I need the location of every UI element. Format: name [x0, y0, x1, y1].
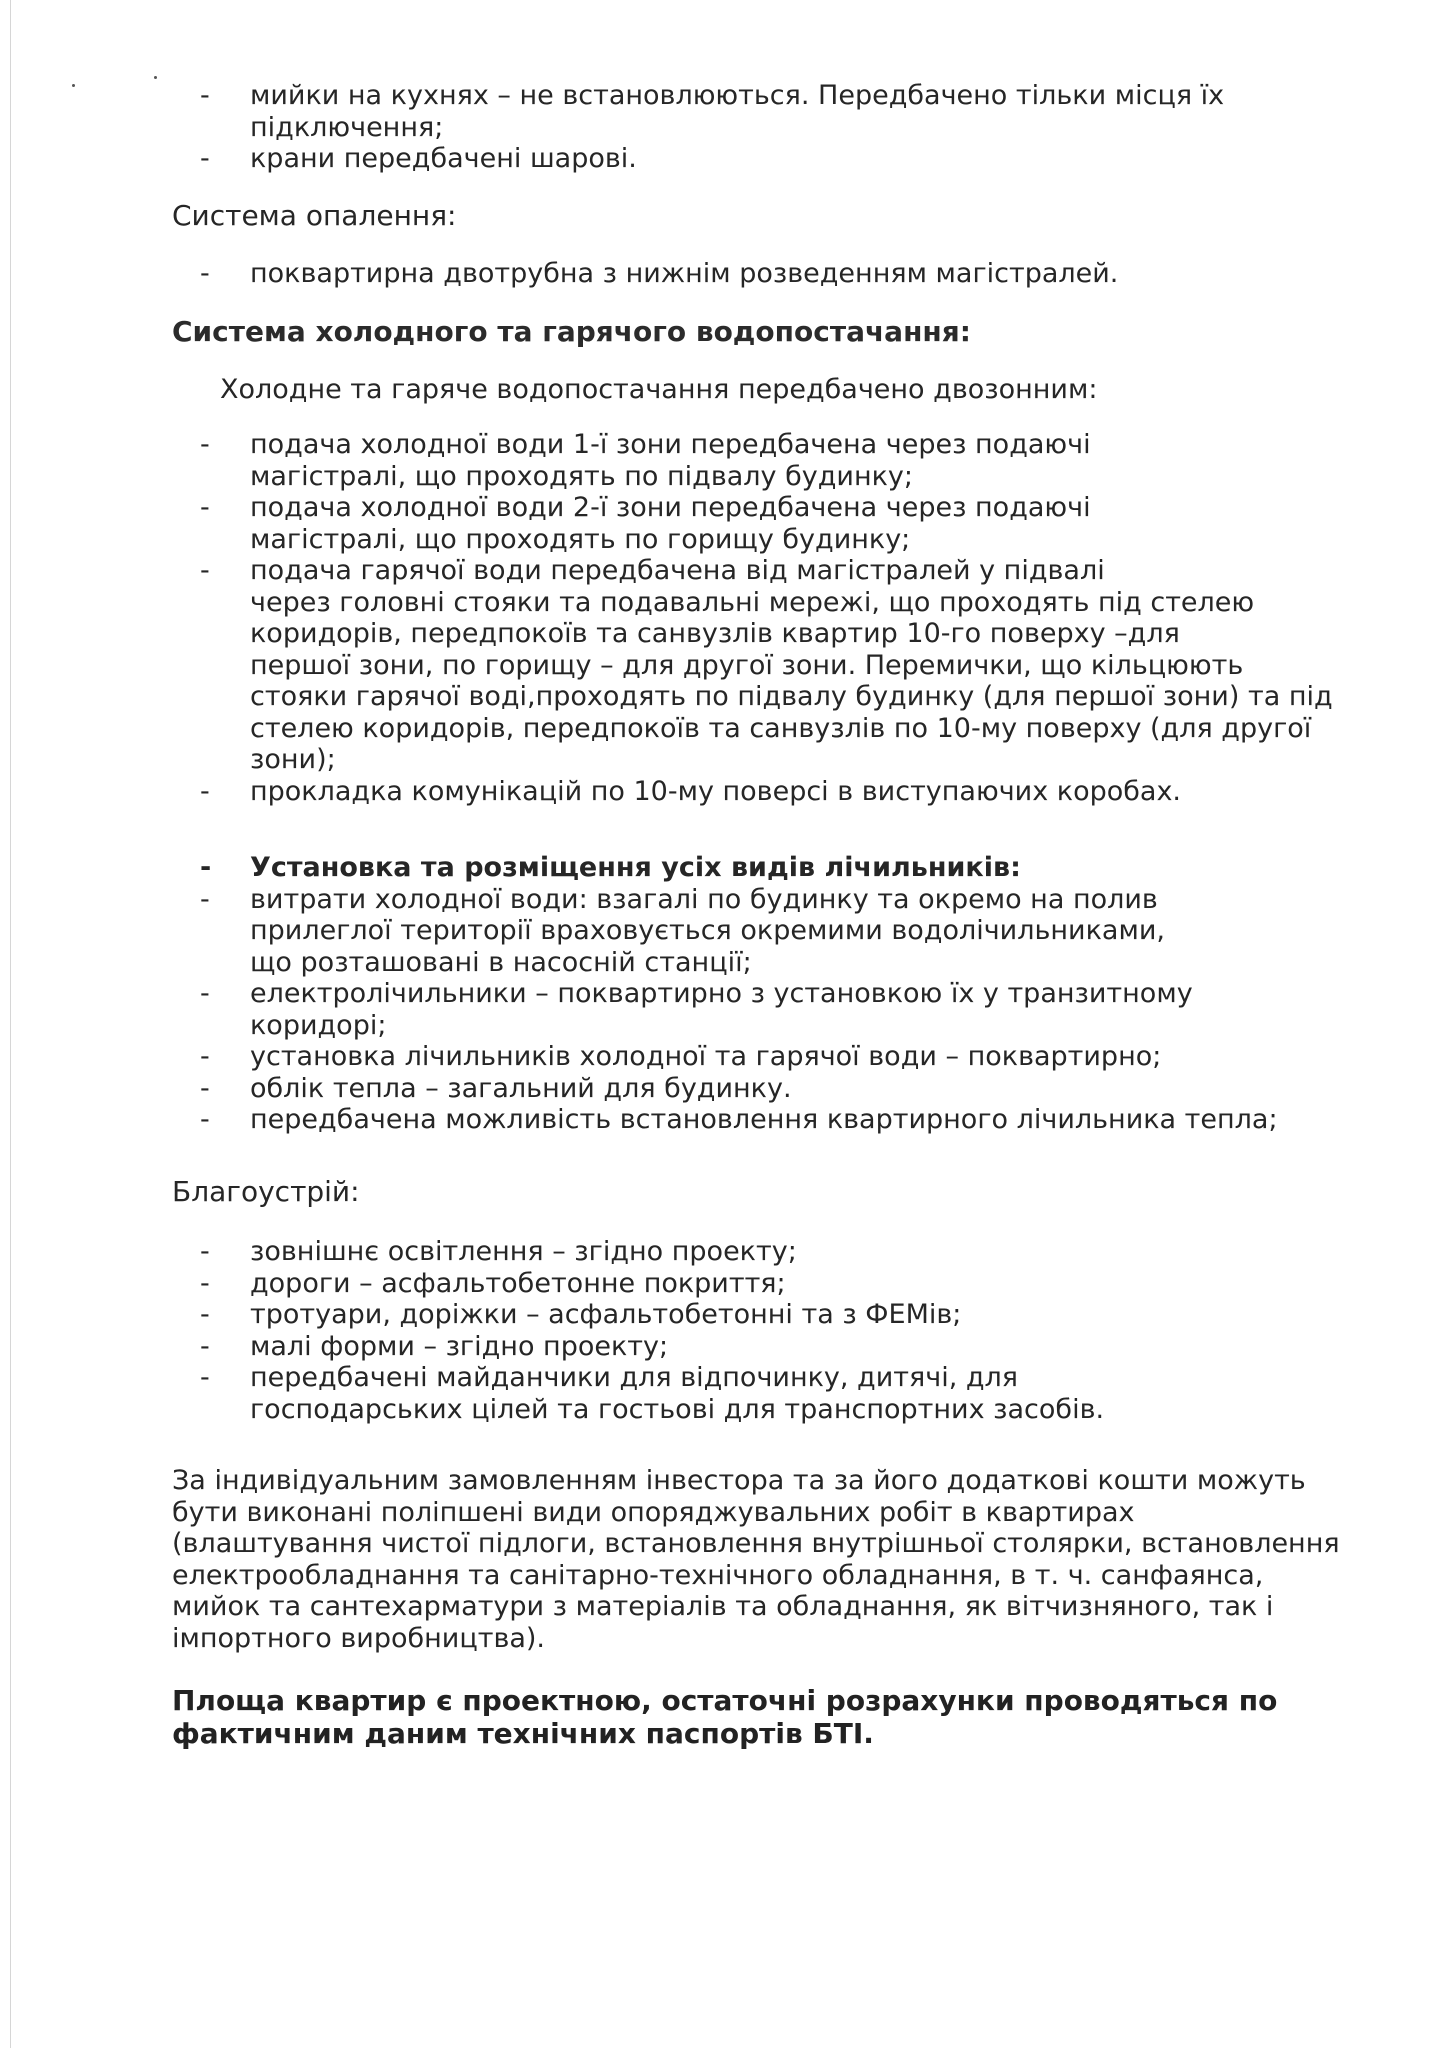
list-item: - малі форми – згідно проекту; [200, 1331, 1400, 1363]
scan-speck [72, 84, 75, 87]
list-item: - зовнішнє освітлення – згідно проекту; [200, 1236, 1400, 1268]
meters-list [200, 852, 1400, 1136]
list-item: - передбачені майданчики для відпочинку, дитячі, для господарських цілей та гостьові для транспортних засобів. [200, 1362, 1400, 1425]
list-item: - установка лічильників холодної та гарячої води – поквартирно; [200, 1041, 1400, 1073]
list-item: - облік тепла – загальний для будинку. [200, 1073, 1400, 1105]
list-item: - витрати холодної води: взагалі по будинку та окремо на полив прилеглої території враховується окремими водолічильниками, що розташовані в насосній станції; [200, 884, 1400, 979]
investor-paragraph: За індивідуальним замовленням інвестора та за його додаткові кошти можуть бути виконані поліпшені види опоряджувальних робіт в квартирах (влаштування чистої підлоги, встановлення внутрішньої столярки, встановлення електрообладнання та санітарно-технічного обладнання, в т. ч. санфаянса, мийок та сантехарматури з матеріалів та обладнання, як вітчизняного, так і імпортного виробництва). [172, 1465, 1340, 1654]
landscaping-list [200, 1236, 1400, 1425]
list-item: - тротуари, доріжки – асфальтобетонні та з ФЕМів; [200, 1299, 1400, 1331]
heating-list [200, 258, 1400, 290]
final-note: Площа квартир є проектною, остаточні розрахунки проводяться по фактичним даним технічних паспортів БТІ. [172, 1684, 1278, 1750]
list-item: - мийки на кухнях – не встановлюються. Передбачено тільки місця їх підключення; [200, 80, 1400, 143]
list-item: - поквартирна двотрубна з нижнім розведенням магістралей. [200, 258, 1400, 290]
water-supply-heading: Система холодного та гарячого водопостачання: [172, 315, 971, 348]
meters-heading-item: - Установка та розміщення усіх видів лічильників: [200, 852, 1400, 884]
water-supply-list [200, 429, 1400, 807]
heating-heading: Система опалення: [172, 199, 457, 232]
plumbing-list [200, 80, 1400, 175]
list-item: - подача холодної води 1-ї зони передбачена через подаючі магістралі, що проходять по підвалу будинку; [200, 429, 1400, 492]
list-item: - крани передбачені шарові. [200, 143, 1400, 175]
list-item: - дороги – асфальтобетонне покриття; [200, 1268, 1400, 1300]
scan-speck [154, 76, 157, 79]
list-item: - електролічильники – поквартирно з установкою їх у транзитному коридорі; [200, 978, 1400, 1041]
list-item: - передбачена можливість встановлення квартирного лічильника тепла; [200, 1104, 1400, 1136]
list-item: - подача холодної води 2-ї зони передбачена через подаючі магістралі, що проходять по горищу будинку; [200, 492, 1400, 555]
landscaping-heading: Благоустрій: [172, 1175, 360, 1208]
water-supply-intro: Холодне та гаряче водопостачання передбачено двозонним: [220, 374, 1098, 405]
scan-edge-line [10, 0, 11, 2048]
list-item: - подача гарячої води передбачена від магістралей у підвалі через головні стояки та подавальні мережі, що проходять під стелею коридорів, передпокоїв та санвузлів квартир 10-го поверху –для першої зони, по горищу – для другої зони. Перемички, що кільцюють стояки гарячої воді,проходять по підвалу будинку (для першої зони) та під стелею коридорів, передпокоїв та санвузлів по 10-му поверху (для другої зони); [200, 555, 1400, 776]
list-item: - прокладка комунікацій по 10-му поверсі в виступаючих коробах. [200, 776, 1400, 808]
